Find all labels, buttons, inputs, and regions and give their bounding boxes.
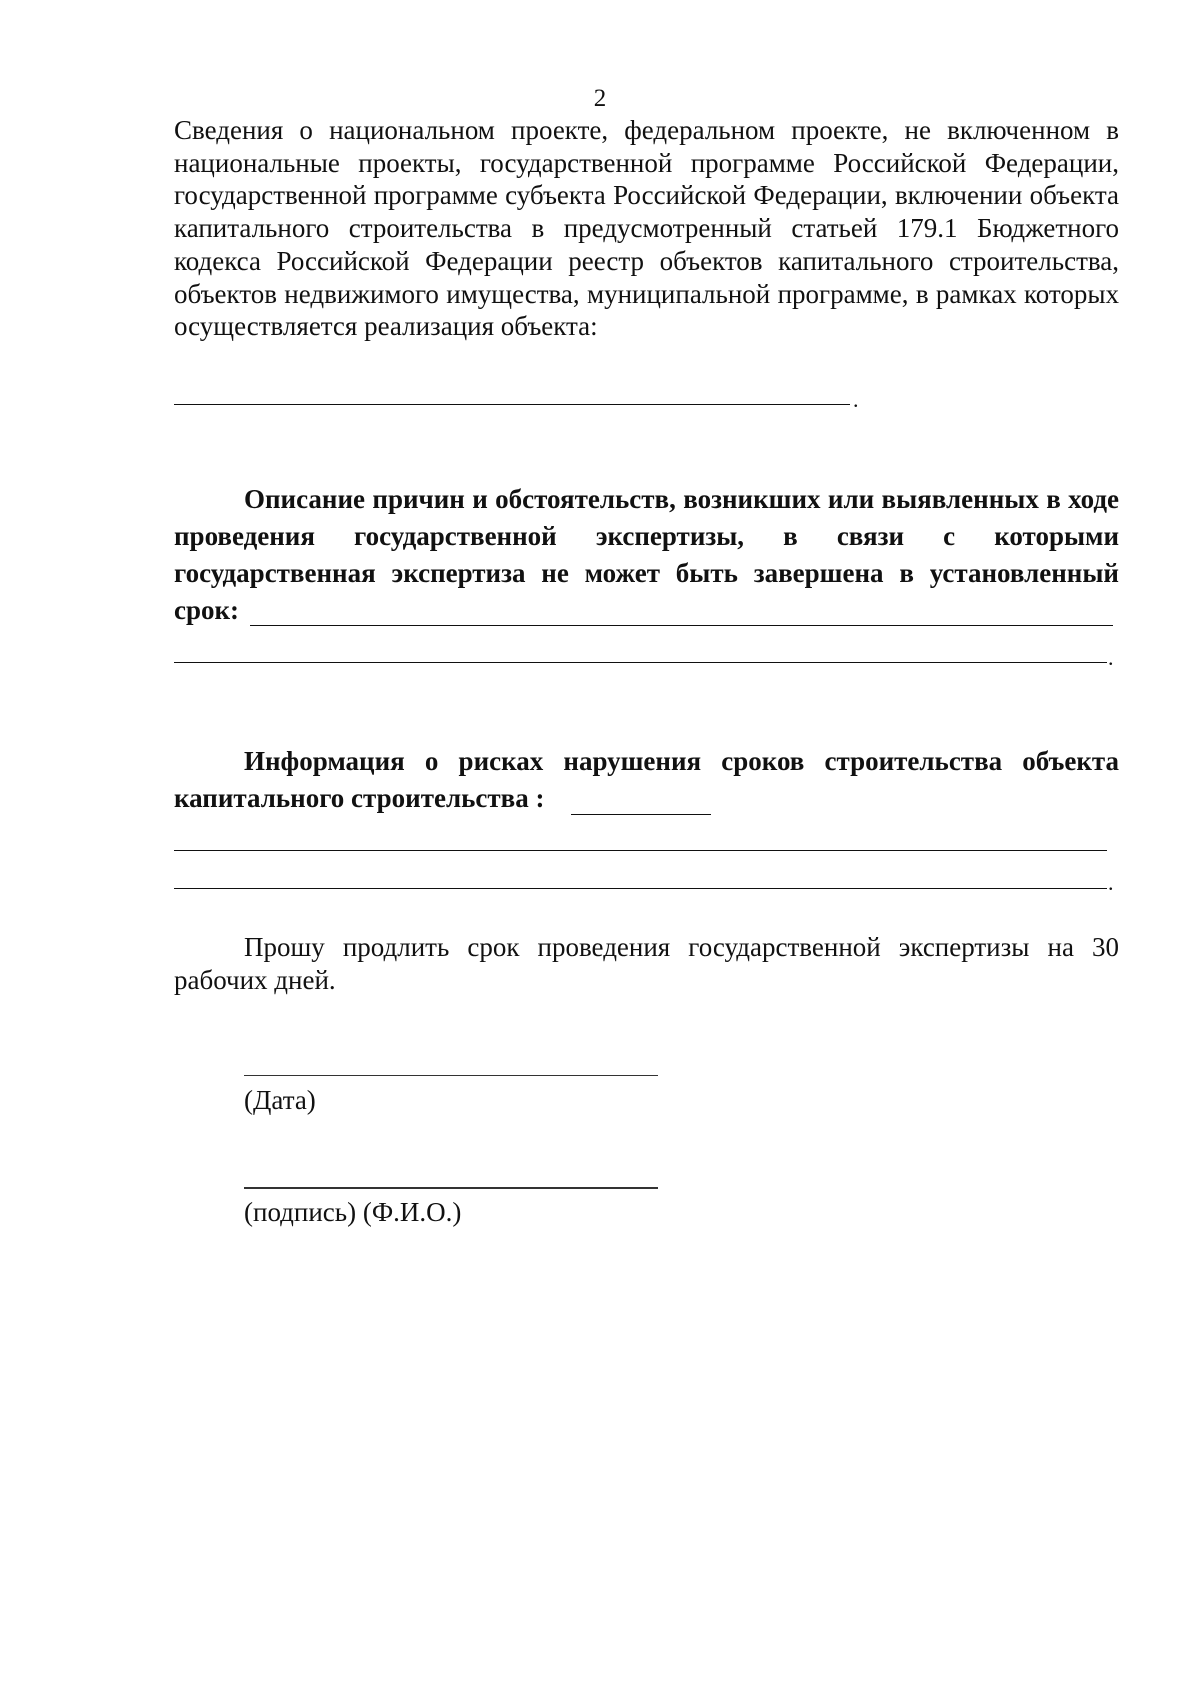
reasons-label-line [174,592,1119,629]
signature-line[interactable] [244,1187,658,1189]
risks-end-mark: . [1108,870,1114,895]
risks-answer-line-3[interactable] [174,888,1107,889]
risks-answer-line-2[interactable] [174,850,1107,851]
risks-answer-line-1[interactable] [571,814,711,815]
reasons-answer-line-1[interactable] [250,625,1113,626]
reasons-end-mark: . [1108,645,1114,670]
info-answer-line[interactable] [174,404,850,405]
info-paragraph [174,114,1119,343]
request-paragraph [174,931,1119,996]
reasons-heading: Описание причин и обстоятельств, возникших или выявленных в ходе проведения государственной экспертизы, в связи с которыми государственная экспертиза не может быть завершена в установленный [174,484,1119,588]
signature-label: (подпись) (Ф.И.О.) [244,1197,462,1227]
risks-heading: Информация о рисках нарушения сроков строительства объекта [244,746,1119,776]
info-end-mark: . [853,387,859,412]
request-text: Прошу продлить срок проведения государственной экспертизы на 30 рабочих дней. [174,932,1119,995]
date-label: (Дата) [244,1085,316,1115]
page-number: 2 [593,85,607,112]
risks-label: капитального строительства : [174,783,545,813]
risks-label-line [174,780,1119,817]
info-text: Сведения о национальном проекте, федеральном проекте, не включенном в национальные проекты, государственной программе Российской Федерации, государственной программе субъекта Российской Федерации, включении объекта капитального строительства в предусмотренный статьей 179.1 Бюджетного кодекса Российской Федерации реестр объектов капитального строительства, объектов недвижимого имущества, муниципальной программе, в рамках которых осуществляется реализация объекта: [174,115,1119,342]
date-line[interactable] [244,1075,658,1076]
reasons-label: срок: [174,595,240,625]
reasons-answer-line-2[interactable] [174,662,1107,663]
